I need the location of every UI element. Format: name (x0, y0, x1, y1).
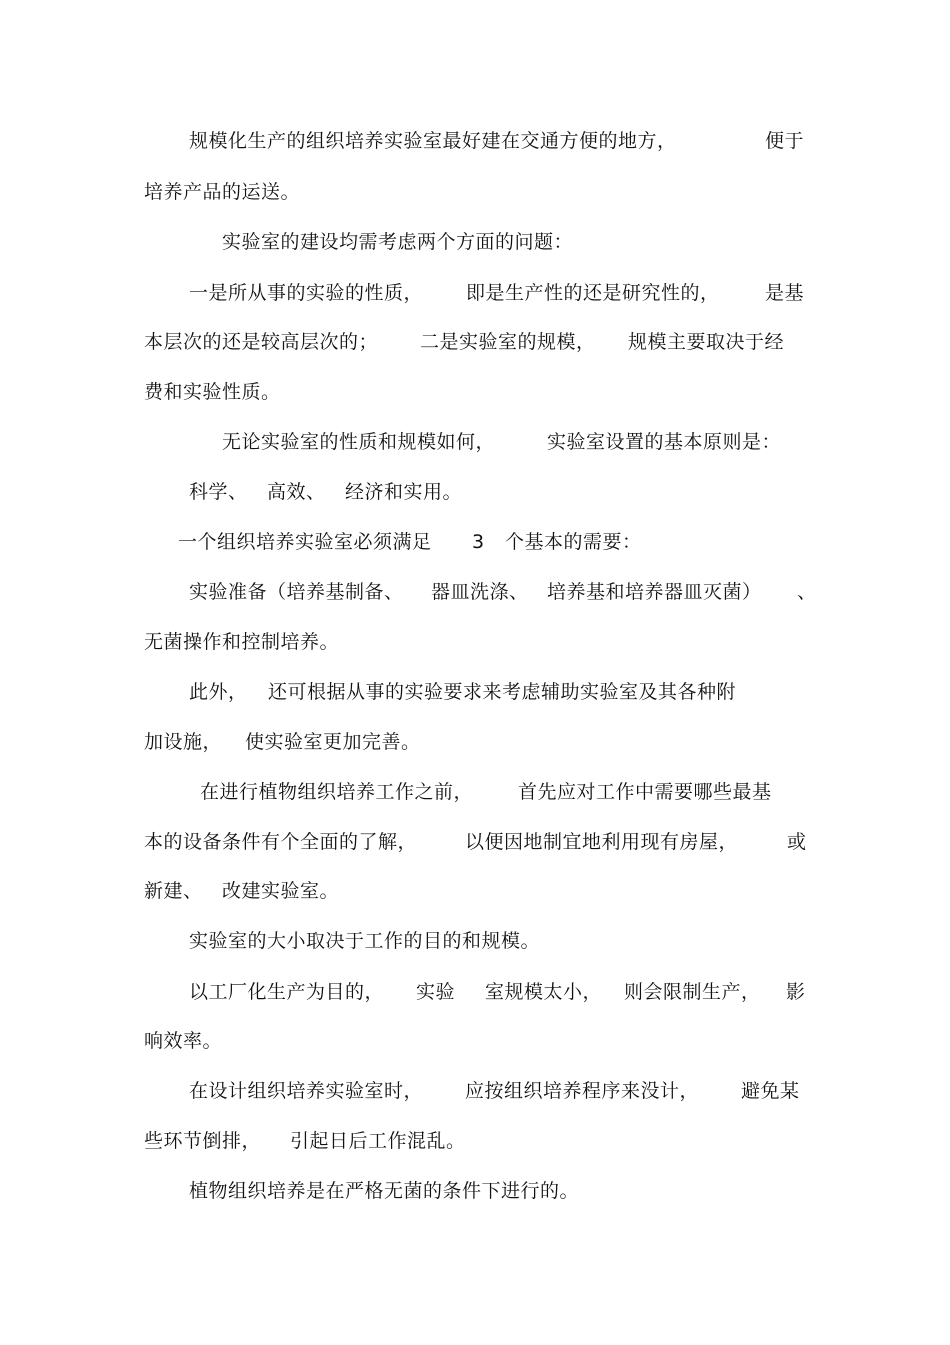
text-segment: 无论实验室的性质和规模如何， (222, 431, 496, 453)
text-segment: 实验准备（培养基制备、 (189, 581, 404, 603)
text-segment: 引起日后工作混乱。 (290, 1130, 466, 1152)
text-segment: 加设施， (144, 731, 223, 753)
text-segment: 无菌操作和控制培养。 (144, 631, 340, 653)
text-segment: 本的设备条件有个全面的了解， (144, 831, 418, 853)
text-segment: 3 (472, 531, 485, 553)
text-segment: 应按组织培养程序来没计， (465, 1080, 700, 1102)
text-segment: 则会限制生产， (624, 981, 761, 1003)
text-segment: 此外， (189, 681, 248, 703)
text-segment: 个基本的需要： (505, 531, 642, 553)
text-segment: 一个组织培养实验室必须满足 (178, 531, 432, 553)
text-segment: 以工厂化生产为目的， (189, 981, 385, 1003)
text-segment: 二是实验室的规模， (420, 331, 596, 353)
text-segment: 影 (786, 981, 806, 1003)
text-segment: 使实验室更加完善。 (245, 731, 421, 753)
text-segment: 规模主要取决于经 (628, 331, 785, 353)
text-segment: 一是所从事的实验的性质， (189, 282, 424, 304)
text-segment: 培养基和培养器皿灭菌） (547, 581, 762, 603)
text-segment: 响效率。 (144, 1030, 223, 1052)
text-segment: 实验室设置的基本原则是： (547, 431, 782, 453)
text-segment: 改建实验室。 (222, 880, 340, 902)
text-segment: 或 (787, 831, 807, 853)
text-segment: 规模化生产的组织培养实验室最好建在交通方便的地方， (189, 130, 677, 152)
text-segment: 以便因地制宜地利用现有房屋， (465, 831, 739, 853)
text-segment: 本层次的还是较高层次的； (144, 331, 379, 353)
text-segment: 科学、 (189, 481, 248, 503)
text-segment: 经济和实用。 (345, 481, 463, 503)
text-segment: 首先应对工作中需要哪些最基 (518, 781, 772, 803)
text-segment: 器皿洗涤、 (431, 581, 529, 603)
text-segment: 、 (797, 581, 817, 603)
text-segment: 室规模太小， (485, 981, 603, 1003)
text-segment: 实验 (416, 981, 456, 1003)
text-segment: 避免某 (741, 1080, 800, 1102)
text-segment: 在进行植物组织培养工作之前， (200, 781, 474, 803)
text-segment: 高效、 (267, 481, 326, 503)
text-segment: 在设计组织培养实验室时， (189, 1080, 424, 1102)
text-segment: 新建、 (144, 880, 203, 902)
text-segment: 培养产品的运送。 (144, 181, 301, 203)
text-segment: 些环节倒排， (144, 1130, 262, 1152)
text-segment: 便于 (765, 130, 805, 152)
text-segment: 即是生产性的还是研究性的， (466, 282, 720, 304)
text-line (0, 1179, 580, 1251)
text-segment: 是基 (765, 282, 805, 304)
text-segment: 费和实验性质。 (144, 381, 281, 403)
text-segment: 实验室的建设均需考虑两个方面的问题： (222, 231, 574, 253)
text-segment: 植物组织培养是在严格无菌的条件下进行的。 (189, 1180, 580, 1202)
text-segment: 还可根据从事的实验要求来考虑辅助实验室及其各种附 (268, 681, 737, 703)
text-segment: 实验室的大小取决于工作的目的和规模。 (189, 930, 541, 952)
